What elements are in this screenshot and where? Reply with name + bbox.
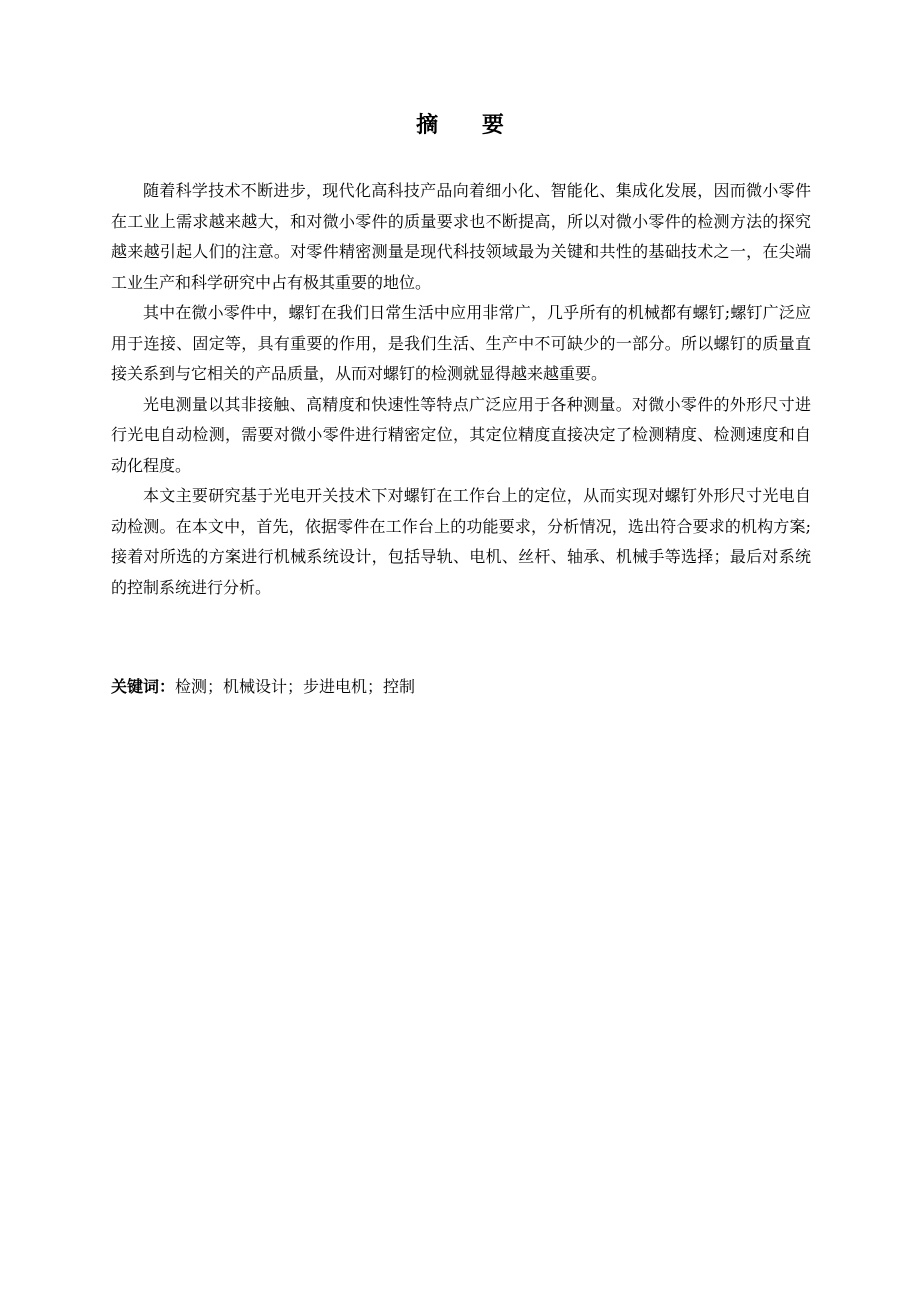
keywords-label: 关键词： <box>111 677 176 696</box>
keywords-values: 检测；机械设计；步进电机；控制 <box>175 677 416 696</box>
abstract-paragraph-4: 本文主要研究基于光电开关技术下对螺钉在工作台上的定位，从而实现对螺钉外形尺寸光电自动检测。在本文中，首先，依据零件在工作台上的功能要求，分析情况，选出符合要求的机构方案;接着对所选的方案进行机械系统设计，包括导轨、电机、丝杆、轴承、机械手等选择；最后对系统的控制系统进行分析。 <box>111 486 811 597</box>
abstract-body <box>111 176 811 603</box>
abstract-paragraph-2: 其中在微小零件中，螺钉在我们日常生活中应用非常广，几乎所有的机械都有螺钉;螺钉广泛应用于连接、固定等，具有重要的作用，是我们生活、生产中不可缺少的一部分。所以螺钉的质量直接关系到与它相关的产品质量，从而对螺钉的检测就显得越来越重要。 <box>111 303 811 383</box>
keywords-line <box>111 673 811 701</box>
abstract-paragraph-1: 随着科学技术不断进步，现代化高科技产品向着细小化、智能化、集成化发展，因而微小零件在工业上需求越来越大，和对微小零件的质量要求也不断提高，所以对微小零件的检测方法的探究越来越引起人们的注意。对零件精密测量是现代科技领域最为关键和共性的基础技术之一，在尖端工业生产和科学研究中占有极其重要的地位。 <box>111 181 811 292</box>
abstract-title: 摘 要 <box>416 113 522 138</box>
abstract-paragraph-3: 光电测量以其非接触、高精度和快速性等特点广泛应用于各种测量。对微小零件的外形尺寸进行光电自动检测，需要对微小零件进行精密定位，其定位精度直接决定了检测精度、检测速度和自动化程度。 <box>111 394 811 475</box>
